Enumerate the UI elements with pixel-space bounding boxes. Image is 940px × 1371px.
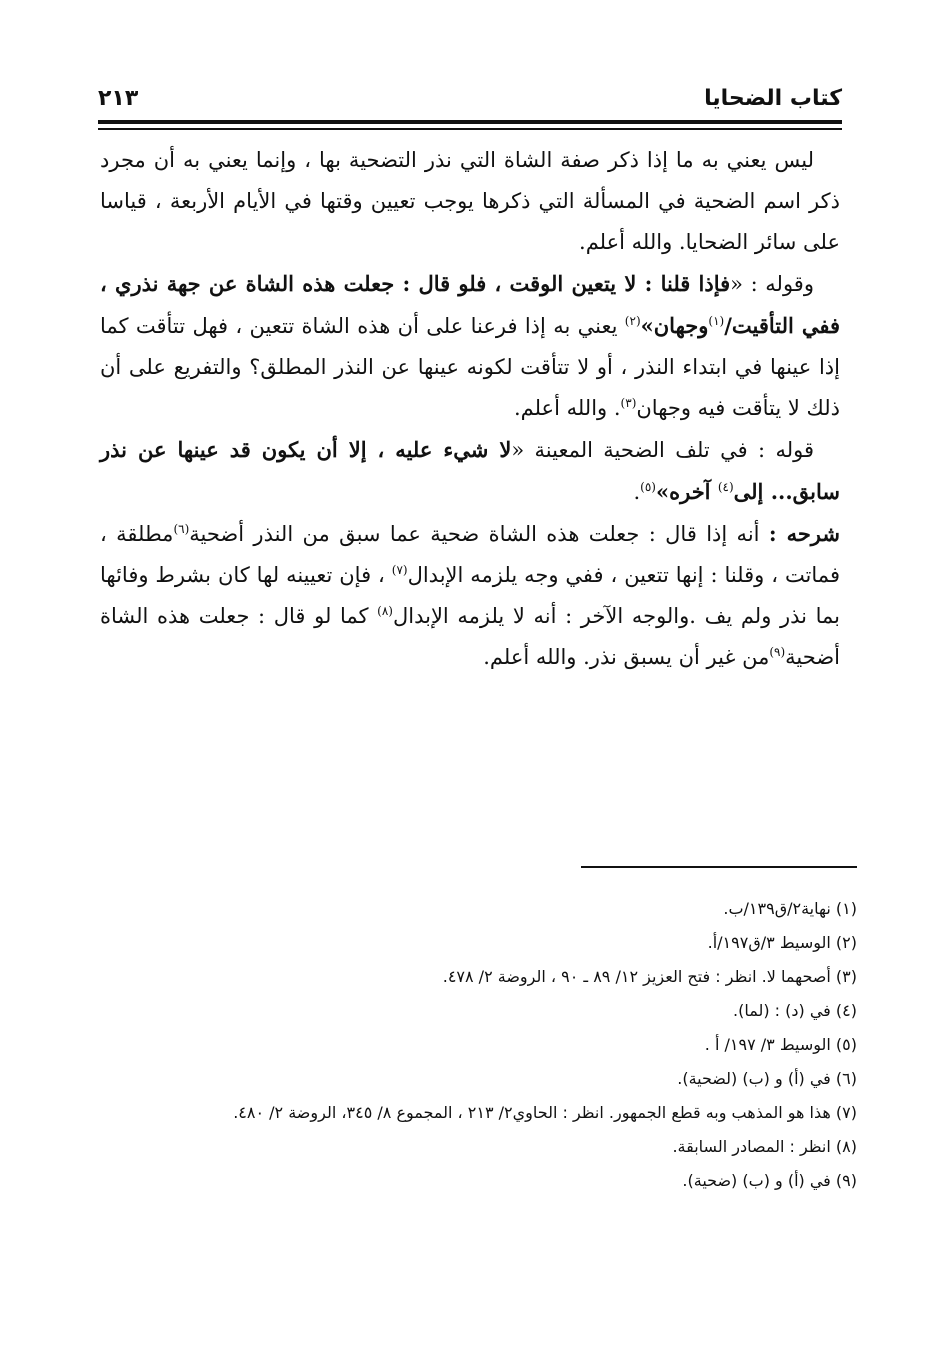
p2-quote-1: فإذا قلنا : لا يتعين الوقت ، فلو قال : جعلت هذه الشاة عن جهة نذري ، ففي التأقيت/ <box>100 271 840 338</box>
p2-quote-2: وجهان <box>653 313 709 338</box>
footnote-1: (١) نهاية٢/ق١٣٩/ب. <box>723 899 857 918</box>
p2-rest: يعني به إذا فرعنا على أن هذه الشاة تتعين ، فهل تتأقت كما إذا عينها في ابتداء النذر ، أو لا تتأقت لكونه عينها عن النذر المطلق؟ والتفريع على أن ذلك لا يتأقت فيه وجهان <box>100 314 840 420</box>
footnote-4: (٤) في (د) : (لما). <box>733 1001 857 1020</box>
page-number: ٢١٣ <box>98 86 139 111</box>
footnote-ref-2: (٢) <box>624 314 641 328</box>
p3-end: . <box>633 480 641 504</box>
p3-lead: قوله : في تلف الضحية المعينة « <box>511 438 814 462</box>
p3-quote-1: لا شيء عليه ، إلا أن يكون قد عينها عن نذر سابق... إلى <box>100 437 840 504</box>
footnote-3: (٣) أصحهما لا. انظر : فتح العزيز ١٢/ ٨٩ ـ ٩٠ ، الروضة ٢/ ٤٧٨. <box>442 967 857 986</box>
footnote-ref-6: (٦) <box>173 522 190 536</box>
p3-quote-close: » <box>655 479 670 504</box>
footnote-ref-9: (٩) <box>769 645 786 659</box>
running-title: كتاب الضحايا <box>704 86 842 111</box>
footnote-ref-8: (٨) <box>377 604 393 618</box>
footnote-separator <box>581 866 857 868</box>
p3-quote-2: آخره <box>669 479 718 504</box>
page-header <box>98 84 842 118</box>
p4-text-4: كما لو قال : جعلت هذه الشاة أضحية <box>100 604 840 669</box>
footnote-8: (٨) انظر : المصادر السابقة. <box>672 1137 857 1156</box>
footnote-ref-7: (٧) <box>391 563 408 577</box>
footnote-5: (٥) الوسيط ٣/ ١٩٧/ أ . <box>704 1035 857 1054</box>
paragraph-4 <box>100 513 840 678</box>
p2-lead: وقوله : « <box>730 272 814 296</box>
paragraph-3 <box>100 429 840 513</box>
footnote-2: (٢) الوسيط ٣/ق١٩٧/أ. <box>707 933 857 952</box>
paragraph-1: ليس يعني به ما إذا ذكر صفة الشاة التي نذر التضحية بها ، وإنما يعني به أن مجرد ذكر اسم الضحية في المسألة التي ذكرها يوجب تعيين وقتها في الأيام الأربعة ، قياسا على سائر الضحايا. والله أعلم. <box>100 148 840 254</box>
footnote-9: (٩) في (أ) و (ب) (ضحية). <box>682 1171 857 1190</box>
p4-text-1: أنه إذا قال : جعلت هذه الشاة ضحية عما سبق من النذر أضحية <box>189 522 769 546</box>
footnote-ref-5: (٥) <box>640 480 656 494</box>
footnote-ref-4: (٤) <box>717 480 734 494</box>
p4-text-5: من غير أن يسبق نذر. والله أعلم. <box>483 645 770 669</box>
paragraph-2 <box>100 263 840 429</box>
p4-lead: شرحه : <box>768 521 840 546</box>
p4-text-2: مطلقة ، فماتت ، وقلنا : إنها تتعين ، ففي وجه يلزمه الإبدال <box>100 522 840 587</box>
footnote-ref-3: (٣) <box>620 396 637 410</box>
p2-quote-close: » <box>640 313 654 338</box>
header-rule-thick <box>98 120 842 124</box>
p2-end: . والله أعلم. <box>513 396 621 420</box>
p4-text-3: ، فإن تعيينه لها كان بشرط وفائها بما نذر ولم يف .والوجه الآخر : أنه لا يلزمه الإبدال <box>100 563 840 628</box>
main-text <box>100 140 840 678</box>
footnote-7: (٧) هذا هو المذهب وبه قطع الجمهور. انظر : الحاوي٢/ ٢١٣ ، المجموع ٨/ ٣٤٥، الروضة ٢/ ٤٨٠. <box>233 1103 857 1122</box>
footnote-6: (٦) في (أ) و (ب) (لضحية). <box>677 1069 857 1088</box>
footnote-ref-1: (١) <box>708 314 725 328</box>
footnotes <box>100 892 857 1198</box>
header-rule-thin <box>98 128 842 130</box>
